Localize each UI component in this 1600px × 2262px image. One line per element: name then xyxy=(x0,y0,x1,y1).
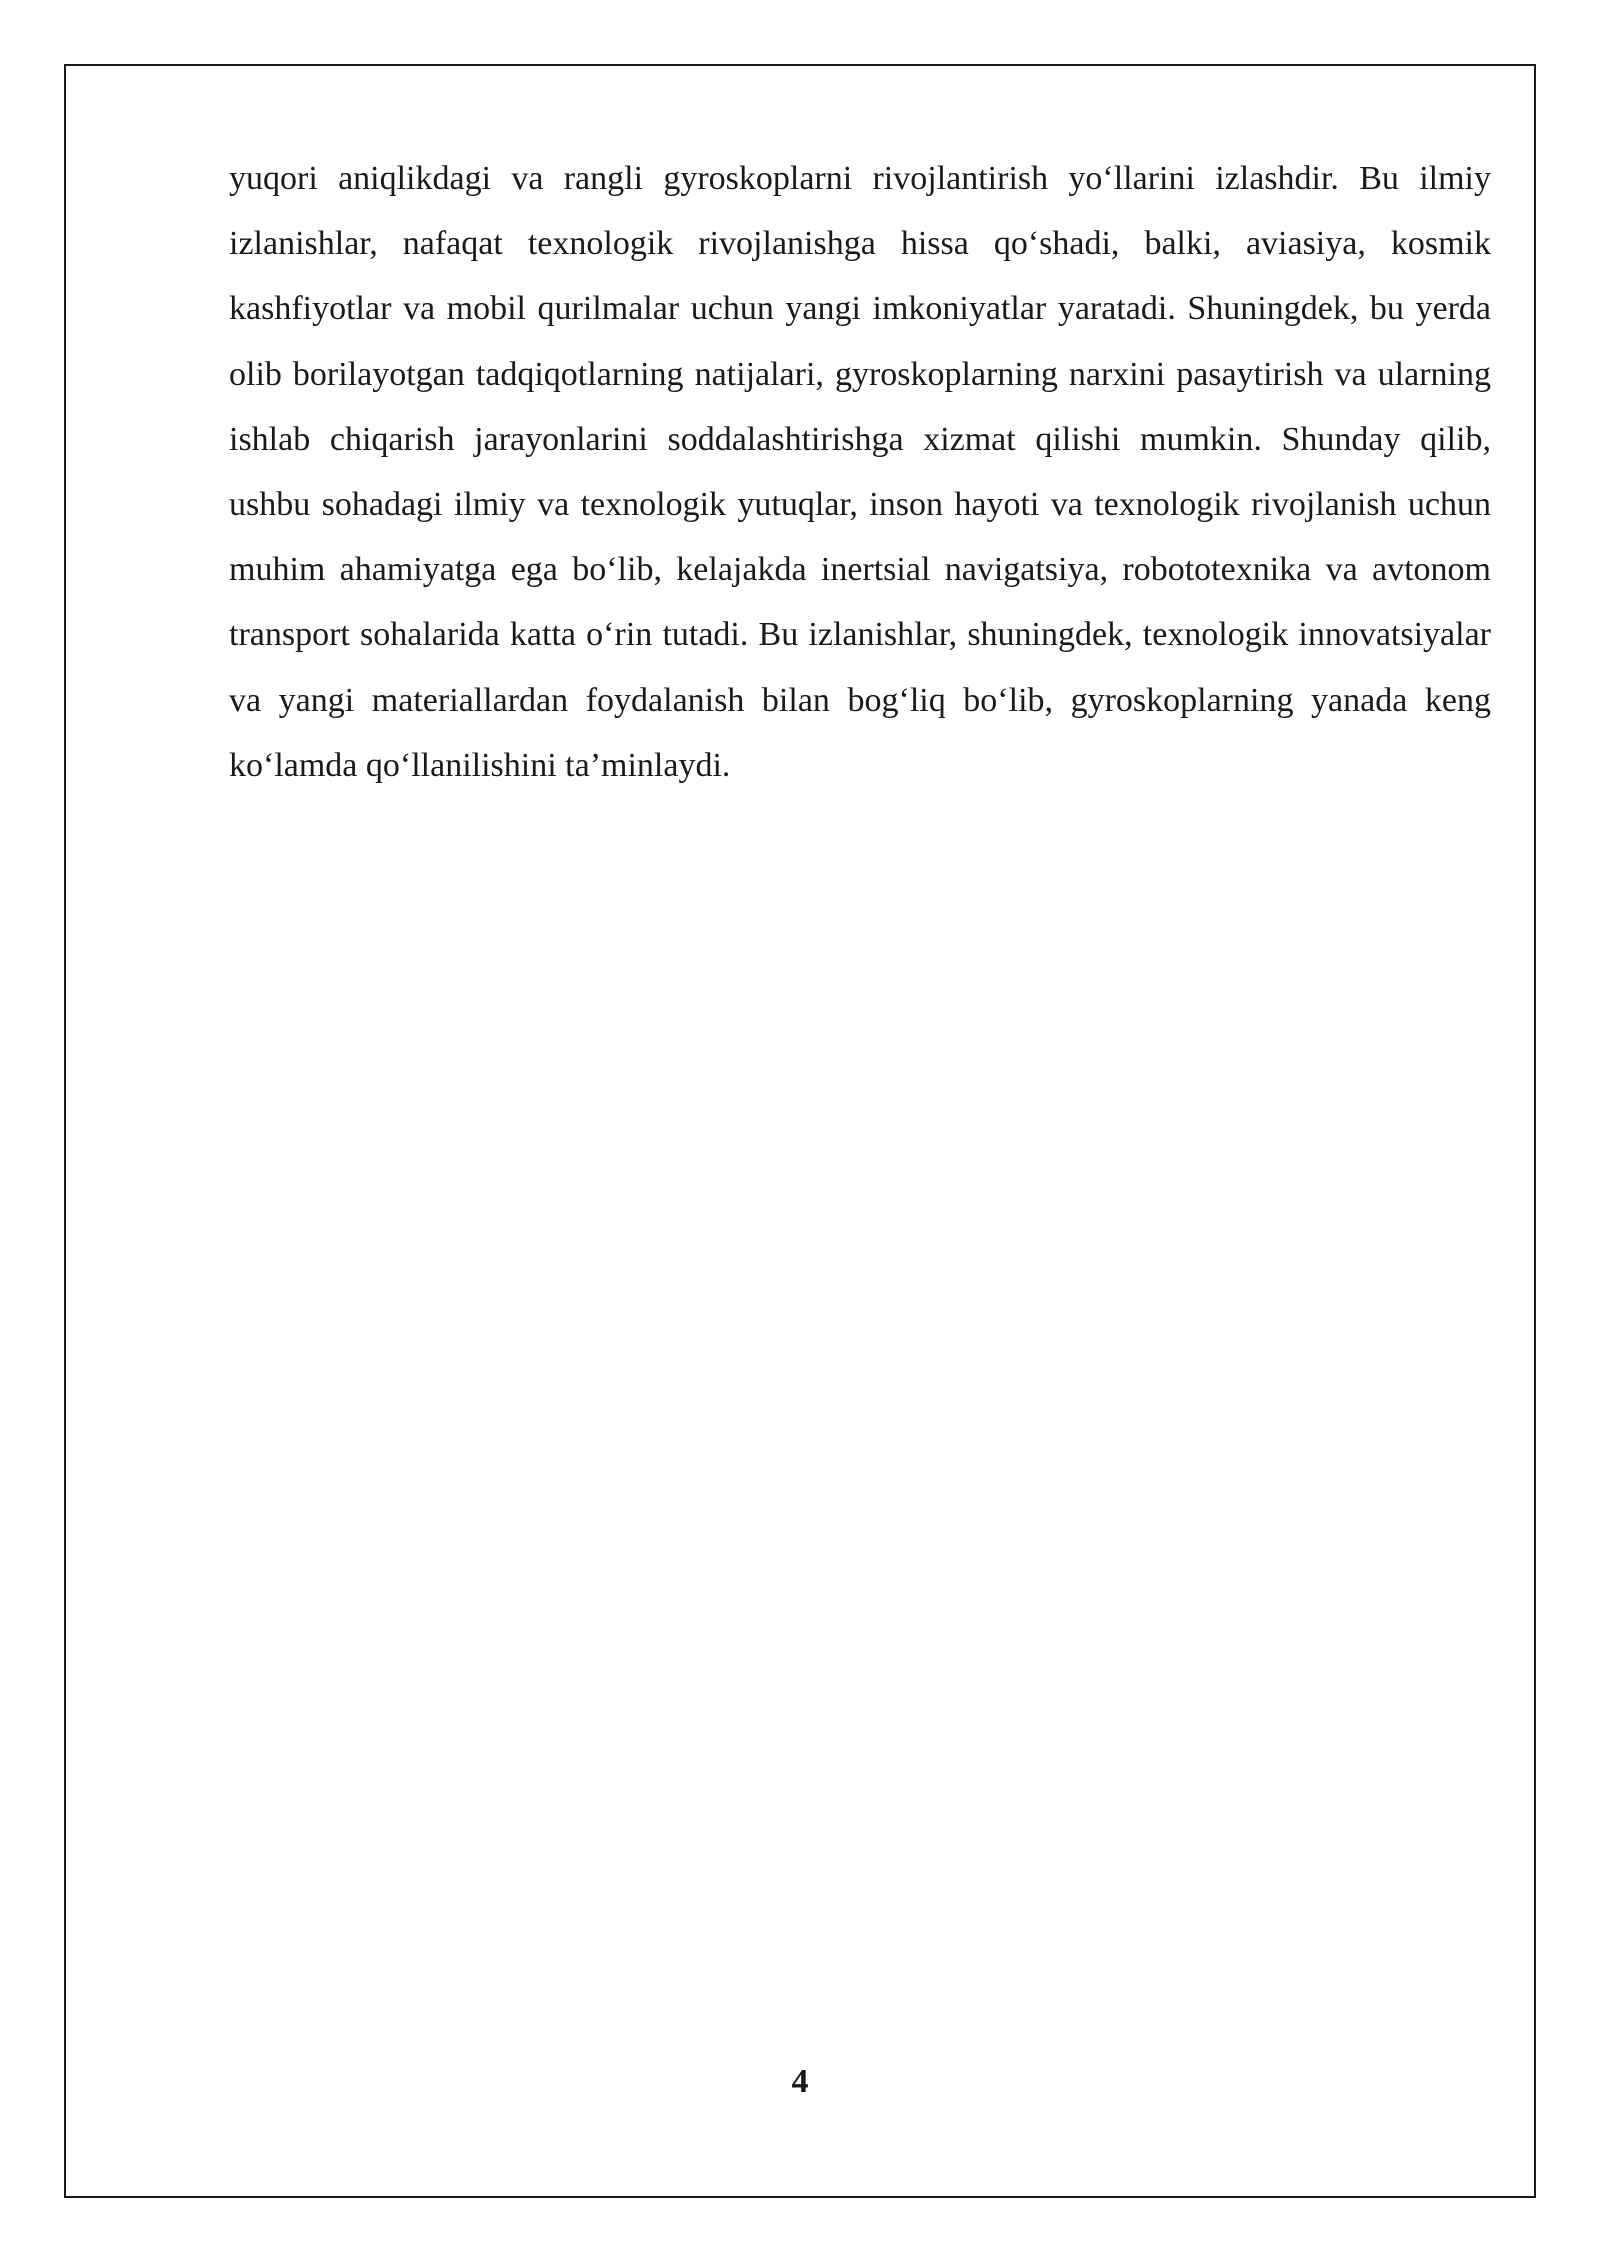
page-number: 4 xyxy=(791,2063,809,2100)
body-paragraph: yuqori aniqlikdagi va rangli gyroskoplarni rivojlantirish yo‘llarini izlashdir. Bu ilmiy izlanishlar, nafaqat texnologik rivojlanishga hissa qo‘shadi, balki, aviasiya, kosmik kashfiyotlar va mobil qurilmalar uchun yangi imkoniyatlar yaratadi. Shuningdek, bu yerda olib borilayotgan tadqiqotlarning natijalari, gyroskoplarning narxini pasaytirish va ularning ishlab chiqarish jarayonlarini soddalashtirishga xizmat qilishi mumkin. Shunday qilib, ushbu sohadagi ilmiy va texnologik yutuqlar, inson hayoti va texnologik rivojlanish uchun muhim ahamiyatga ega bo‘lib, kelajakda inertsial navigatsiya, robototexnika va avtonom transport sohalarida katta o‘rin tutadi. Bu izlanishlar, shuningdek, texnologik innovatsiyalar va yangi materiallardan foydalanish bilan bog‘liq bo‘lib, gyroskoplarning yanada keng ko‘lamda qo‘llanilishini ta’minlaydi. xyxy=(229,160,1491,784)
